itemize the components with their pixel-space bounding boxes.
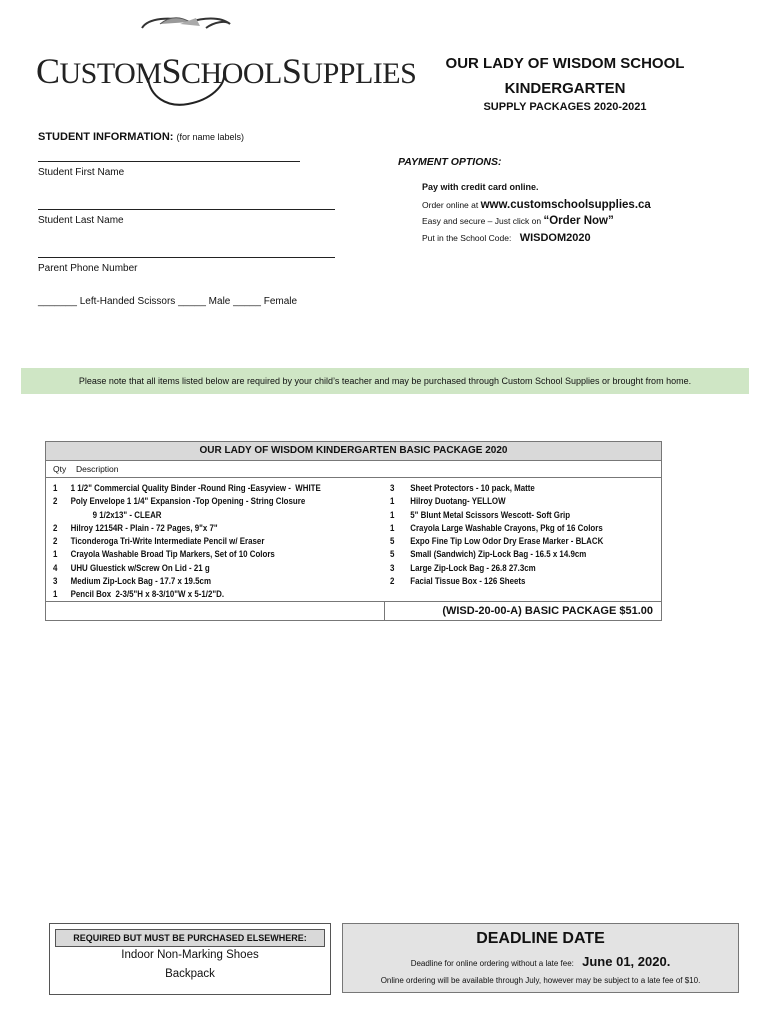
item-qty: 3 xyxy=(390,483,395,493)
item-qty: 1 xyxy=(53,483,58,493)
package-item-row xyxy=(53,548,321,561)
payment-credit-card-line: Pay with credit card online. xyxy=(422,182,539,192)
package-item-row xyxy=(390,482,603,495)
package-item-row xyxy=(390,562,603,575)
package-item-row xyxy=(390,548,603,561)
package-title: OUR LADY OF WISDOM KINDERGARTEN BASIC PACKAGE 2020 xyxy=(46,442,661,461)
item-qty: 5 xyxy=(390,536,395,547)
payment-order-online-line xyxy=(422,199,651,211)
deadline-box xyxy=(342,923,739,993)
first-name-label: Student First Name xyxy=(38,167,125,178)
logo-part: UPPLIES xyxy=(301,57,417,90)
student-info-heading xyxy=(38,131,244,143)
last-name-label: Student Last Name xyxy=(38,215,124,226)
item-qty: 2 xyxy=(390,576,395,587)
item-qty: 2 xyxy=(53,522,58,533)
item-description: Hilroy 12154R - Plain - 72 Pages, 9"x 7" xyxy=(70,522,218,533)
package-item-row xyxy=(53,509,321,522)
package-item-row xyxy=(53,535,321,548)
logo-part: CHOOL xyxy=(181,57,282,90)
first-name-field[interactable] xyxy=(38,161,300,162)
package-item-row xyxy=(53,482,321,495)
package-item-row xyxy=(53,522,321,535)
item-qty: 1 xyxy=(53,589,58,600)
item-description: Crayola Large Washable Crayons, Pkg of 16 Colors xyxy=(410,522,603,533)
package-item-row xyxy=(53,575,321,588)
school-name: OUR LADY OF WISDOM SCHOOL xyxy=(445,55,685,72)
package-item-row xyxy=(390,575,603,588)
logo-letter: S xyxy=(281,51,302,91)
student-info-heading-text: STUDENT INFORMATION: xyxy=(38,131,174,143)
payment-order-now-line xyxy=(422,215,614,227)
deadline-prefix: Deadline for online ordering without a late fee: xyxy=(410,959,574,968)
left-handed-scissors-option[interactable]: _______ Left-Handed Scissors _____ Male _____ Female xyxy=(38,296,298,307)
item-qty: 3 xyxy=(390,562,395,573)
required-elsewhere-box xyxy=(49,923,331,995)
package-item-row xyxy=(390,495,603,508)
basic-package-table xyxy=(45,441,662,621)
payment-options-heading: PAYMENT OPTIONS: xyxy=(398,156,502,168)
item-description: Ticonderoga Tri-Write Intermediate Pencil w/ Eraser xyxy=(70,536,265,547)
deadline-line xyxy=(343,954,738,969)
logo-letter: C xyxy=(36,51,60,91)
logo-letter: S xyxy=(161,51,182,91)
items-required-notice: Please note that all items listed below are required by your child’s teacher and may be purchased through Custom School Supplies or brought from home. xyxy=(21,368,749,394)
item-description: 1 1/2" Commercial Quality Binder -Round Ring -Easyview - WHITE xyxy=(70,483,321,493)
item-qty: 1 xyxy=(390,522,395,533)
item-description: Medium Zip-Lock Bag - 17.7 x 19.5cm xyxy=(70,576,212,587)
item-description: Sheet Protectors - 10 pack, Matte xyxy=(410,483,535,493)
order-now-text: “Order Now” xyxy=(543,215,614,227)
student-info-heading-note: (for name labels) xyxy=(176,132,245,142)
website-link[interactable]: www.customschoolsupplies.ca xyxy=(480,199,651,211)
payment-school-code-line xyxy=(422,232,591,244)
item-description: Pencil Box 2-3/5"H x 8-3/10"W x 5-1/2"D. xyxy=(70,589,225,600)
item-description: UHU Gluestick w/Screw On Lid - 21 g xyxy=(70,562,210,573)
item-qty: 1 xyxy=(390,496,395,507)
item-qty: 3 xyxy=(53,576,58,587)
qty-header: Qty xyxy=(53,464,67,474)
package-table-header xyxy=(46,461,661,478)
package-item-row xyxy=(53,588,321,601)
package-total-row xyxy=(46,601,661,620)
order-now-prefix: Easy and secure – Just click on xyxy=(422,216,542,226)
item-description: Small (Sandwich) Zip-Lock Bag - 16.5 x 14.9cm xyxy=(410,549,587,560)
deadline-title: DEADLINE DATE xyxy=(476,930,605,947)
item-qty: 4 xyxy=(53,562,58,573)
item-qty: 1 xyxy=(53,549,58,560)
item-qty: 2 xyxy=(53,536,58,547)
package-item-row xyxy=(53,495,321,508)
grade-title: KINDERGARTEN xyxy=(504,80,626,97)
required-item: Backpack xyxy=(165,968,215,980)
package-items-right xyxy=(390,482,603,588)
school-code: WISDOM2020 xyxy=(519,232,591,244)
item-description: Poly Envelope 1 1/4" Expansion -Top Opening - String Closure xyxy=(70,496,306,507)
package-item-row xyxy=(53,562,321,575)
company-logo-text xyxy=(36,50,416,92)
package-item-row xyxy=(390,522,603,535)
parent-phone-field[interactable] xyxy=(38,257,335,258)
required-item: Indoor Non-Marking Shoes xyxy=(121,949,259,961)
last-name-field[interactable] xyxy=(38,209,335,210)
order-online-prefix: Order online at xyxy=(422,200,479,210)
package-total: (WISD-20-00-A) BASIC PACKAGE $51.00 xyxy=(384,602,659,620)
item-description: Facial Tissue Box - 126 Sheets xyxy=(410,576,526,587)
item-description: 9 1/2x13" - CLEAR xyxy=(70,509,162,520)
description-header: Description xyxy=(76,464,119,474)
required-elsewhere-title: REQUIRED BUT MUST BE PURCHASED ELSEWHERE: xyxy=(55,929,325,947)
package-items-left xyxy=(53,482,321,602)
item-qty xyxy=(53,509,71,522)
item-description: Crayola Washable Broad Tip Markers, Set of 10 Colors xyxy=(70,549,275,560)
item-description: Hilroy Duotang- YELLOW xyxy=(410,496,506,507)
package-item-row xyxy=(390,535,603,548)
supply-packages-title: SUPPLY PACKAGES 2020-2021 xyxy=(483,101,647,113)
item-qty: 1 xyxy=(390,509,395,520)
item-description: Expo Fine Tip Low Odor Dry Erase Marker - BLACK xyxy=(410,536,604,547)
late-fee-note: Online ordering will be available through July, however may be subject to a late fee of $10. xyxy=(380,976,701,985)
deadline-date: June 01, 2020. xyxy=(582,954,671,969)
logo-part: USTOM xyxy=(59,57,162,90)
package-item-row xyxy=(390,509,603,522)
school-code-prefix: Put in the School Code: xyxy=(422,233,512,243)
item-description: Large Zip-Lock Bag - 26.8 27.3cm xyxy=(410,562,536,573)
parent-phone-label: Parent Phone Number xyxy=(38,263,138,274)
item-description: 5" Blunt Metal Scissors Wescott- Soft Grip xyxy=(410,509,571,520)
item-qty: 5 xyxy=(390,549,395,560)
item-qty: 2 xyxy=(53,496,58,507)
